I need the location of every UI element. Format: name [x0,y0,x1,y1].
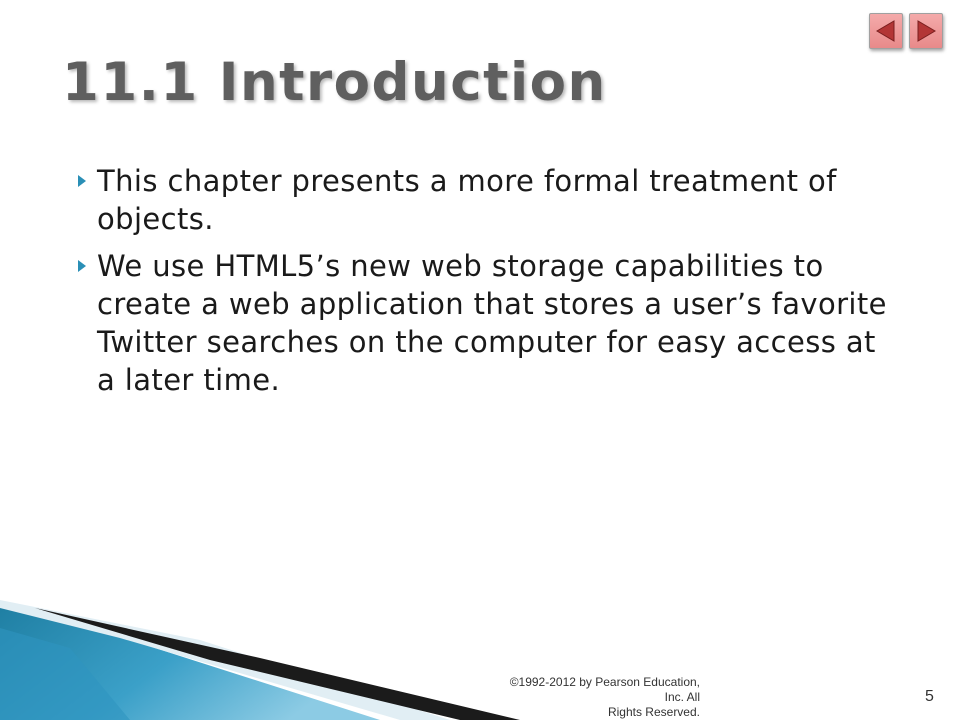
previous-slide-button[interactable] [869,13,903,49]
copyright-line-2: Rights Reserved. [607,705,700,719]
next-slide-button[interactable] [909,13,943,49]
bullet-item [73,162,903,238]
bullet-text-end: . [204,202,214,236]
slide-navigation [869,13,943,49]
slide-title: 11.1 Introduction [62,52,607,113]
page-number: 5 [925,688,934,705]
bullet-list [73,162,903,408]
bullet-emphasis: objects [97,202,205,236]
bullet-text: This chapter presents a more formal treatment of [97,164,837,198]
triangle-left-icon [873,18,899,44]
copyright-notice [500,675,700,720]
copyright-line-1: ©1992-2012 by Pearson Education, Inc. All [509,675,700,704]
bullet-arrow-icon [78,260,86,272]
triangle-right-icon [913,18,939,44]
bullet-arrow-icon [78,175,86,187]
bullet-text: We use HTML5’s new web storage capabilities to create a web application that stores a user’s favorite Twitter searches on the computer for easy access at a later time. [97,249,887,397]
bullet-item [73,247,903,399]
